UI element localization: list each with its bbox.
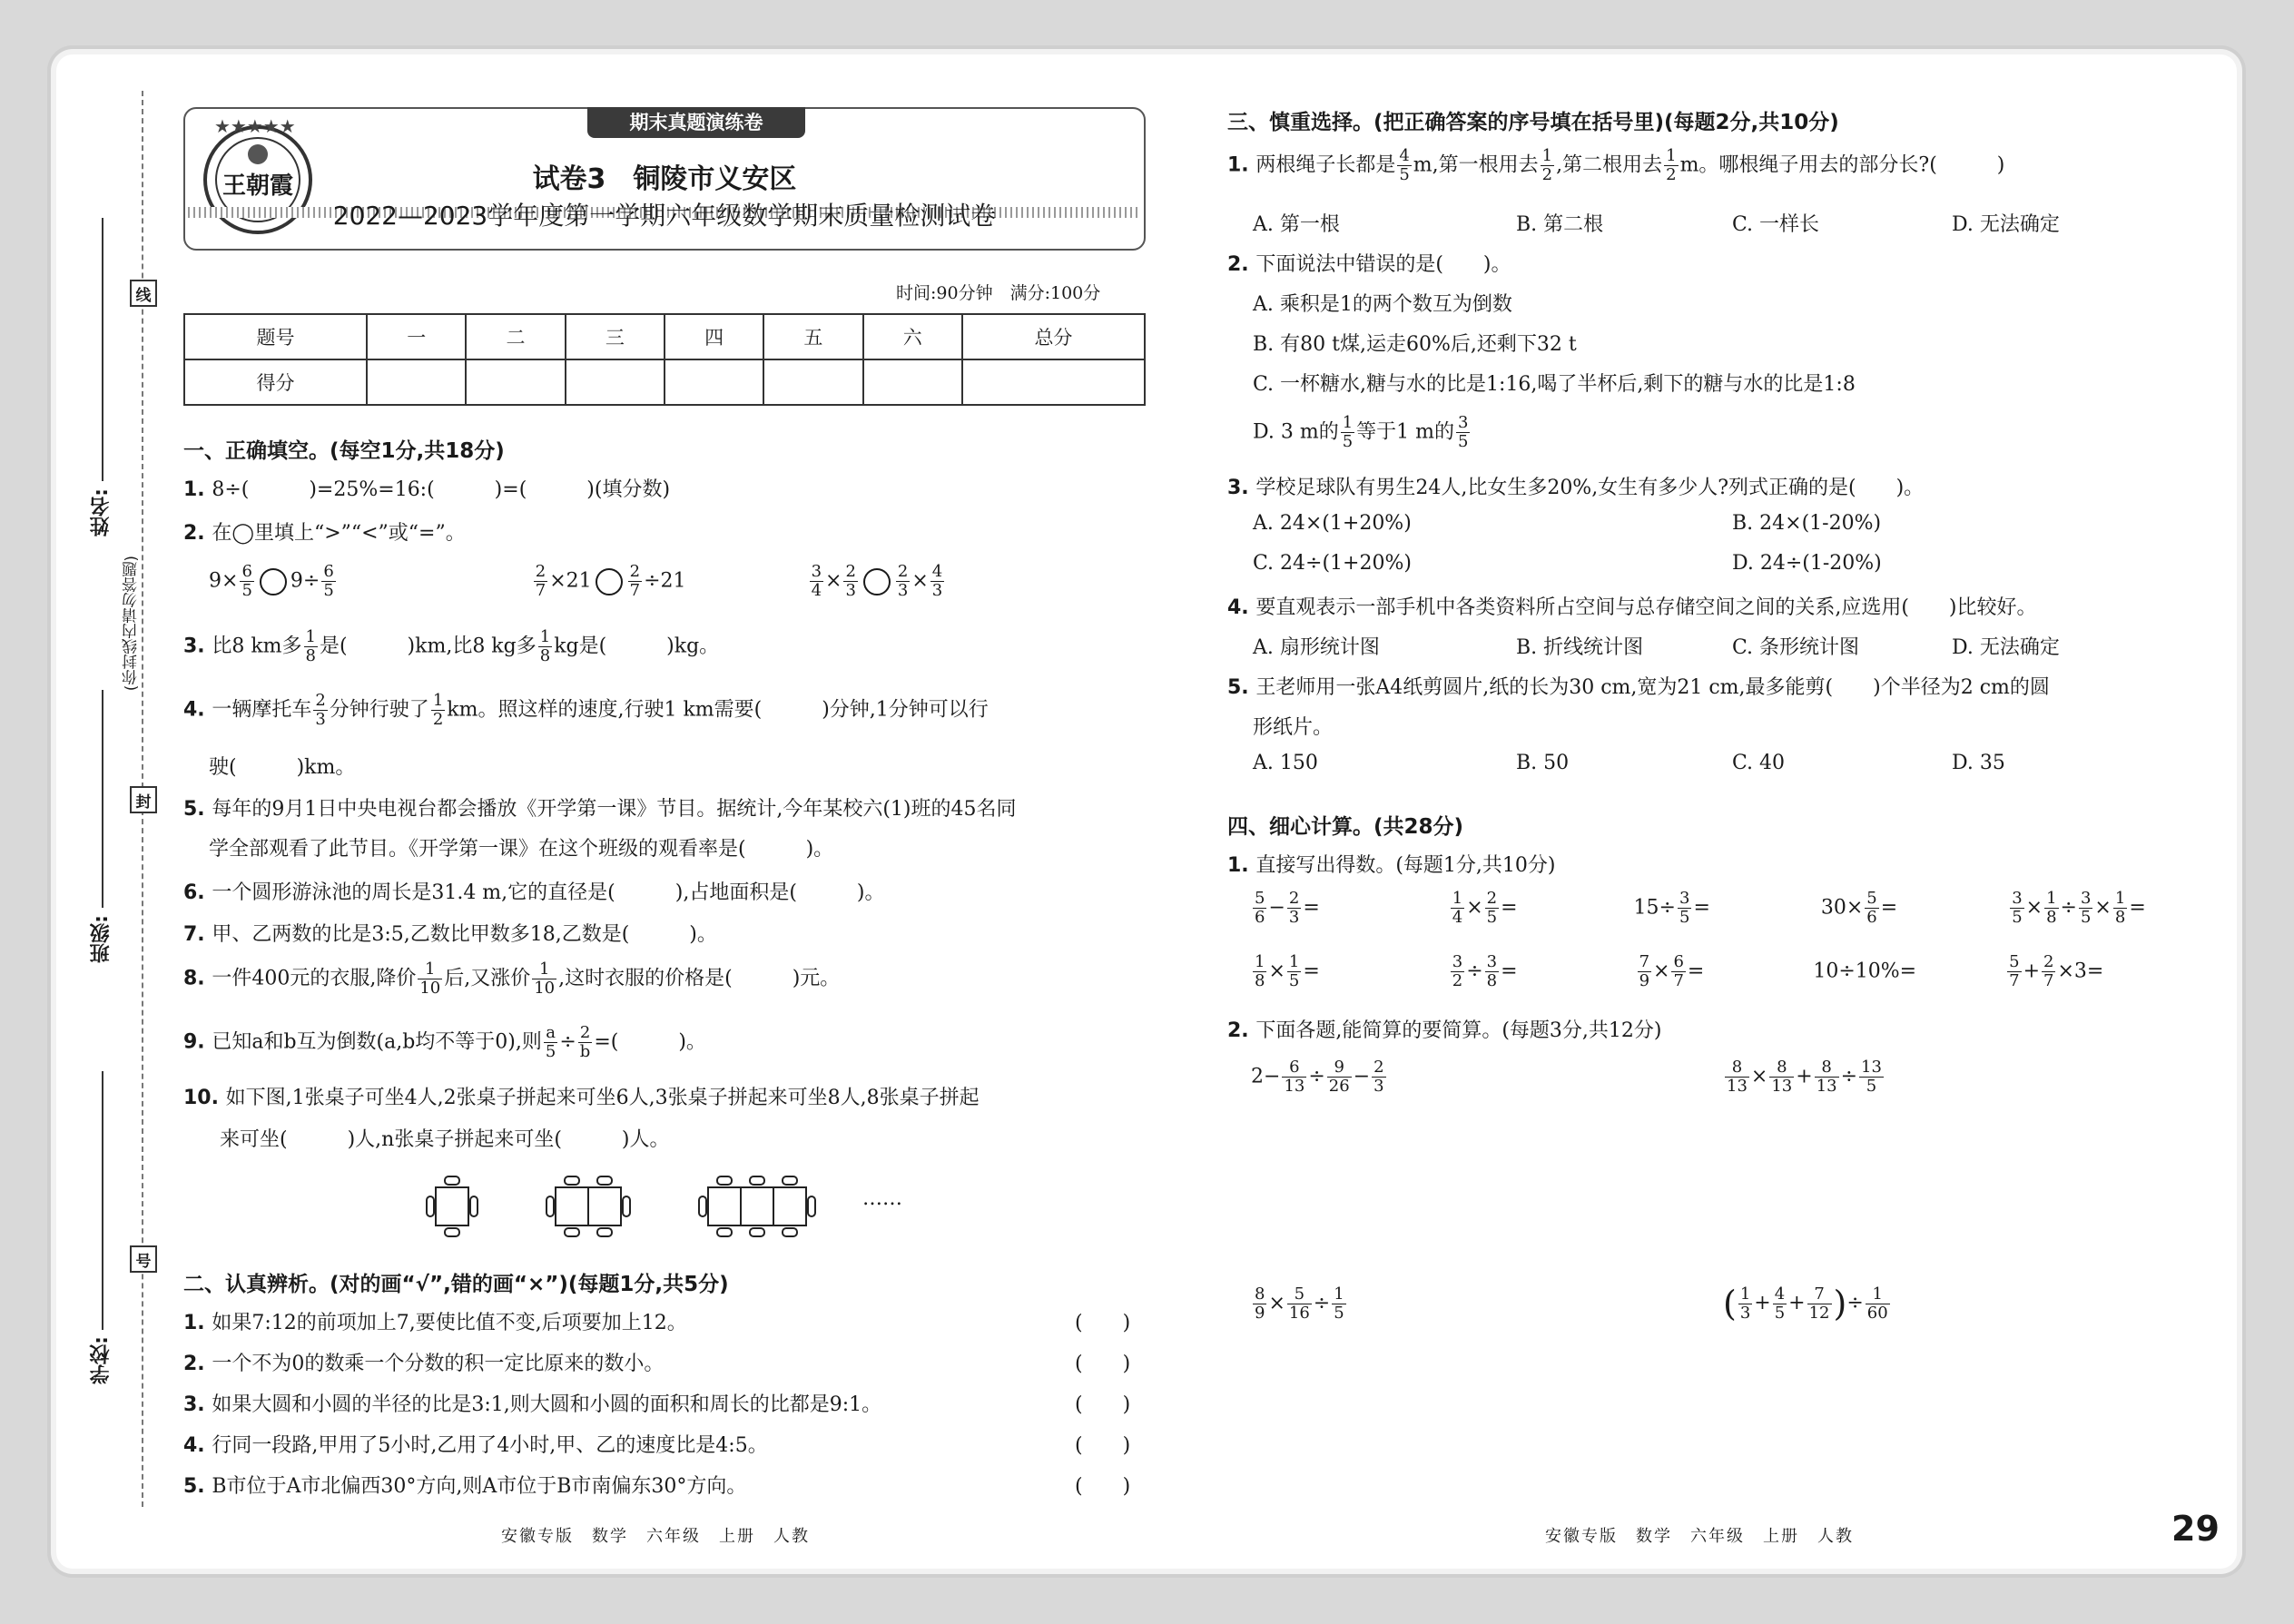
s4-sub1: 1. 直接写出得数。(每题1分,共10分)	[1227, 854, 1556, 877]
s3-q2: 2. 下面说法中错误的是( )。	[1227, 253, 1511, 276]
answer-paren[interactable]: ( )	[1075, 1475, 1131, 1498]
score-cell[interactable]	[367, 359, 466, 405]
table-cell: 三	[566, 314, 665, 359]
table-cell: 四	[665, 314, 763, 359]
calc-row-2: $\frac{1}{8}$ × $\frac{1}{5}$ = $\frac{3}{2}$ ÷ $\frac{3}{8}$ = $\frac{7}{9}$ × $\frac{6}{7}$ = 10÷10%= $\frac{5}{7}$ + $\frac{2}{7}$ ×3=	[1255, 952, 2104, 990]
s1-q7: 7. 甲、乙两数的比是3:5,乙数比甲数多18,乙数是( )。	[183, 923, 717, 946]
figure-ellipsis: ……	[862, 1187, 902, 1210]
s1-q6: 6. 一个圆形游泳池的周长是31.4 m,它的直径是( ),占地面积是( )。	[183, 881, 885, 904]
section3-title: 三、慎重选择。(把正确答案的序号填在括号里)(每题2分,共10分)	[1227, 111, 1839, 134]
s3-q5-cont: 形纸片。	[1253, 716, 1334, 739]
s1-q1: 1. 8÷( )=25%=16:( )=( )(填分数)	[183, 478, 671, 501]
time-info: 时间:90分钟 满分:100分	[896, 283, 1101, 303]
s1-q5: 5. 每年的9月1日中央电视台都会播放《开学第一课》节目。据统计,今年某校六(1)班的45名同	[183, 798, 1017, 821]
compare-circle[interactable]	[260, 568, 287, 595]
s1-q10: 10. 如下图,1张桌子可坐4人,2张桌子拼起来可坐6人,3张桌子拼起来可坐8人,8张桌子拼起	[183, 1087, 980, 1109]
score-cell[interactable]	[863, 359, 962, 405]
s3-q1-opt: B. 第二根	[1516, 213, 1604, 236]
answer-paren[interactable]: ( )	[1075, 1434, 1131, 1457]
score-cell[interactable]	[665, 359, 763, 405]
compare-circle[interactable]	[863, 568, 891, 595]
binding-id-char: 号	[130, 1245, 157, 1273]
simplify-1: 2− $\frac{6}{13}$ ÷ $\frac{9}{26}$ − $\frac{2}{3}$	[1251, 1058, 1384, 1096]
binding-seal-char: 封	[130, 786, 157, 813]
paper-title: 试卷3 铜陵市义安区	[532, 163, 797, 195]
section2-title: 二、认真辨析。(对的画“√”,错的画“×”)(每题1分,共5分)	[183, 1273, 729, 1296]
answer-paren[interactable]: ( )	[1075, 1393, 1131, 1416]
logo-text: 王朝霞	[222, 172, 293, 200]
binding-line-char: 线	[130, 280, 157, 307]
s3-q5-opt: C. 40	[1732, 752, 1786, 774]
header-badge: 期末真题演练卷	[587, 107, 805, 138]
s1-q10-cont: 来可坐( )人,n张桌子拼起来可坐( )人。	[220, 1128, 670, 1151]
name-blank[interactable]	[102, 218, 103, 481]
footer-left: 安徽专版 数学 六年级 上册 人教	[501, 1527, 810, 1546]
simplify-3: $\frac{8}{9}$ × $\frac{5}{16}$ ÷ $\frac{1}{5}$	[1255, 1284, 1344, 1323]
footer-right: 安徽专版 数学 六年级 上册 人教	[1545, 1527, 1854, 1546]
s2-item: 5. B市位于A市北偏西30°方向,则A市位于B市南偏东30°方向。	[183, 1475, 747, 1498]
score-cell[interactable]	[466, 359, 565, 405]
s2-item: 3. 如果大圆和小圆的半径的比是3:1,则大圆和小圆的面积和周长的比都是9:1。	[183, 1393, 882, 1416]
class-label: 班级:	[90, 915, 113, 963]
score-table-header-row	[184, 314, 1145, 359]
school-label: 学校:	[90, 1336, 113, 1384]
table-cell: 总分	[962, 314, 1145, 359]
publisher-logo	[194, 116, 321, 243]
s4-sub2: 2. 下面各题,能简算的要简算。(每题3分,共12分)	[1227, 1019, 1662, 1042]
s3-q4-opt: A. 扇形统计图	[1253, 636, 1380, 659]
s3-q3: 3. 学校足球队有男生24人,比女生多20%,女生有多少人?列式正确的是( )。	[1227, 477, 1925, 499]
s2-item: 1. 如果7:12的前项加上7,要使比值不变,后项要加上12。	[183, 1312, 687, 1334]
s3-q4-opt: C. 条形统计图	[1732, 636, 1860, 659]
s3-q5: 5. 王老师用一张A4纸剪圆片,纸的长为30 cm,宽为21 cm,最多能剪( )个半径为2 cm的圆	[1227, 676, 2050, 699]
s3-q2-opt: A. 乘积是1的两个数互为倒数	[1253, 293, 1512, 316]
s3-q3-opt: B. 24×(1-20%)	[1732, 512, 1882, 535]
s3-q3-opt: D. 24÷(1-20%)	[1732, 552, 1882, 575]
section1-title: 一、正确填空。(每空1分,共18分)	[183, 439, 505, 463]
s3-q4: 4. 要直观表示一部手机中各类资料所占空间与总存储空间之间的关系,应选用( )比较好。	[1227, 596, 2037, 619]
binding-note: (你封线内请勿答题)	[123, 556, 141, 692]
section4-title: 四、细心计算。(共28分)	[1227, 815, 1464, 839]
s1-q3: 3. 比8 km多 $\frac{1}{8}$ 是( )km,比8 kg多 $\frac{1}{8}$ kg是( )kg。	[183, 627, 720, 665]
score-table-score-row	[184, 359, 1145, 405]
s1-q2-compare-row: 9× $\frac{6}{5}$ 9÷ $\frac{6}{5}$ $\frac{2}{7}$ ×21 $\frac{2}{7}$ ÷21 $\frac{3}{4}$ × $\frac{2}{3}$ $\frac{2}{3}$ × $\frac{4}{3}$	[209, 562, 943, 600]
s3-q3-opt: C. 24÷(1+20%)	[1253, 552, 1412, 575]
s2-item: 2. 一个不为0的数乘一个分数的积一定比原来的数小。	[183, 1353, 665, 1375]
table-cell: 六	[863, 314, 962, 359]
score-cell[interactable]	[962, 359, 1145, 405]
s3-q3-opt: A. 24×(1+20%)	[1253, 512, 1412, 535]
score-cell[interactable]	[566, 359, 665, 405]
score-table	[183, 313, 1146, 406]
s1-q9: 9. 已知a和b互为倒数(a,b均不等于0),则 $\frac{a}{5}$ ÷ $\frac{2}{b}$ =( )。	[183, 1023, 706, 1061]
s3-q4-opt: B. 折线统计图	[1516, 636, 1644, 659]
compare-circle[interactable]	[596, 568, 623, 595]
simplify-4: ( $\frac{1}{3}$ + $\frac{4}{5}$ + $\frac{7}{12}$ )÷ $\frac{1}{60}$	[1723, 1284, 1888, 1324]
s1-q4-cont: 驶( )km。	[209, 756, 356, 779]
s1-q4: 4. 一辆摩托车 $\frac{2}{3}$ 分钟行驶了 $\frac{1}{2}$ km。照这样的速度,行驶1 km需要( )分钟,1分钟可以行	[183, 691, 989, 729]
table-cell: 得分	[184, 359, 367, 405]
s3-q5-opt: A. 150	[1253, 752, 1318, 774]
class-blank[interactable]	[102, 690, 103, 908]
answer-paren[interactable]: ( )	[1075, 1353, 1131, 1375]
school-blank[interactable]	[102, 1071, 103, 1330]
svg-text:★★★★★: ★★★★★	[214, 116, 296, 137]
s3-q1-opt: C. 一样长	[1732, 213, 1820, 236]
s1-q5-cont: 学全部观看了此节目。《开学第一课》在这个班级的观看率是( )。	[209, 838, 834, 861]
score-cell[interactable]	[763, 359, 862, 405]
s3-q4-opt: D. 无法确定	[1952, 636, 2060, 659]
s3-q1: 1. 两根绳子长都是 $\frac{4}{5}$ m,第一根用去 $\frac{1}{2}$ ,第二根用去 $\frac{1}{2}$ m。哪根绳子用去的部分长?( )	[1227, 146, 2005, 184]
simplify-2: $\frac{8}{13}$ × $\frac{8}{13}$ + $\frac{8}{13}$ ÷ $\frac{13}{5}$	[1727, 1058, 1882, 1096]
paper-subtitle: 2022—2023学年度第一学期六年级数学期末质量检测试卷	[332, 201, 997, 231]
calc-row-1: $\frac{5}{6}$ − $\frac{2}{3}$ = $\frac{1}{4}$ × $\frac{2}{5}$ = 15÷ $\frac{3}{5}$ = 30× $\frac{5}{6}$ = $\frac{3}{5}$ × $\frac{1}{8}$ ÷ $\frac{3}{5}$ × $\frac{1}{8}$ =	[1255, 889, 2146, 927]
s2-item: 4. 行同一段路,甲用了5小时,乙用了4小时,甲、乙的速度比是4:5。	[183, 1434, 768, 1457]
s3-q1-opt: A. 第一根	[1253, 213, 1340, 236]
s3-q2-opt: D. 3 m的 $\frac{1}{5}$ 等于1 m的 $\frac{3}{5}$	[1253, 413, 1469, 451]
s3-q2-opt: C. 一杯糖水,糖与水的比是1:16,喝了半杯后,剩下的糖与水的比是1:8	[1253, 373, 1856, 396]
table-cell: 五	[763, 314, 862, 359]
s3-q5-opt: D. 35	[1952, 752, 2005, 774]
s1-q2: 2. 在◯里填上“>”“<”或“=”。	[183, 522, 466, 545]
s3-q5-opt: B. 50	[1516, 752, 1570, 774]
exam-sheet	[56, 54, 2237, 1569]
s3-q1-opt: D. 无法确定	[1952, 213, 2060, 236]
table-cell: 一	[367, 314, 466, 359]
s1-q8: 8. 一件400元的衣服,降价 $\frac{1}{10}$ 后,又涨价 $\frac{1}{10}$ ,这时衣服的价格是( )元。	[183, 960, 841, 998]
name-label: 姓名:	[90, 488, 113, 536]
s3-q2-opt: B. 有80 t煤,运走60%后,还剩下32 t	[1253, 333, 1577, 356]
answer-paren[interactable]: ( )	[1075, 1312, 1131, 1334]
page-number: 29	[2171, 1509, 2220, 1549]
table-cell: 题号	[184, 314, 367, 359]
table-cell: 二	[466, 314, 565, 359]
